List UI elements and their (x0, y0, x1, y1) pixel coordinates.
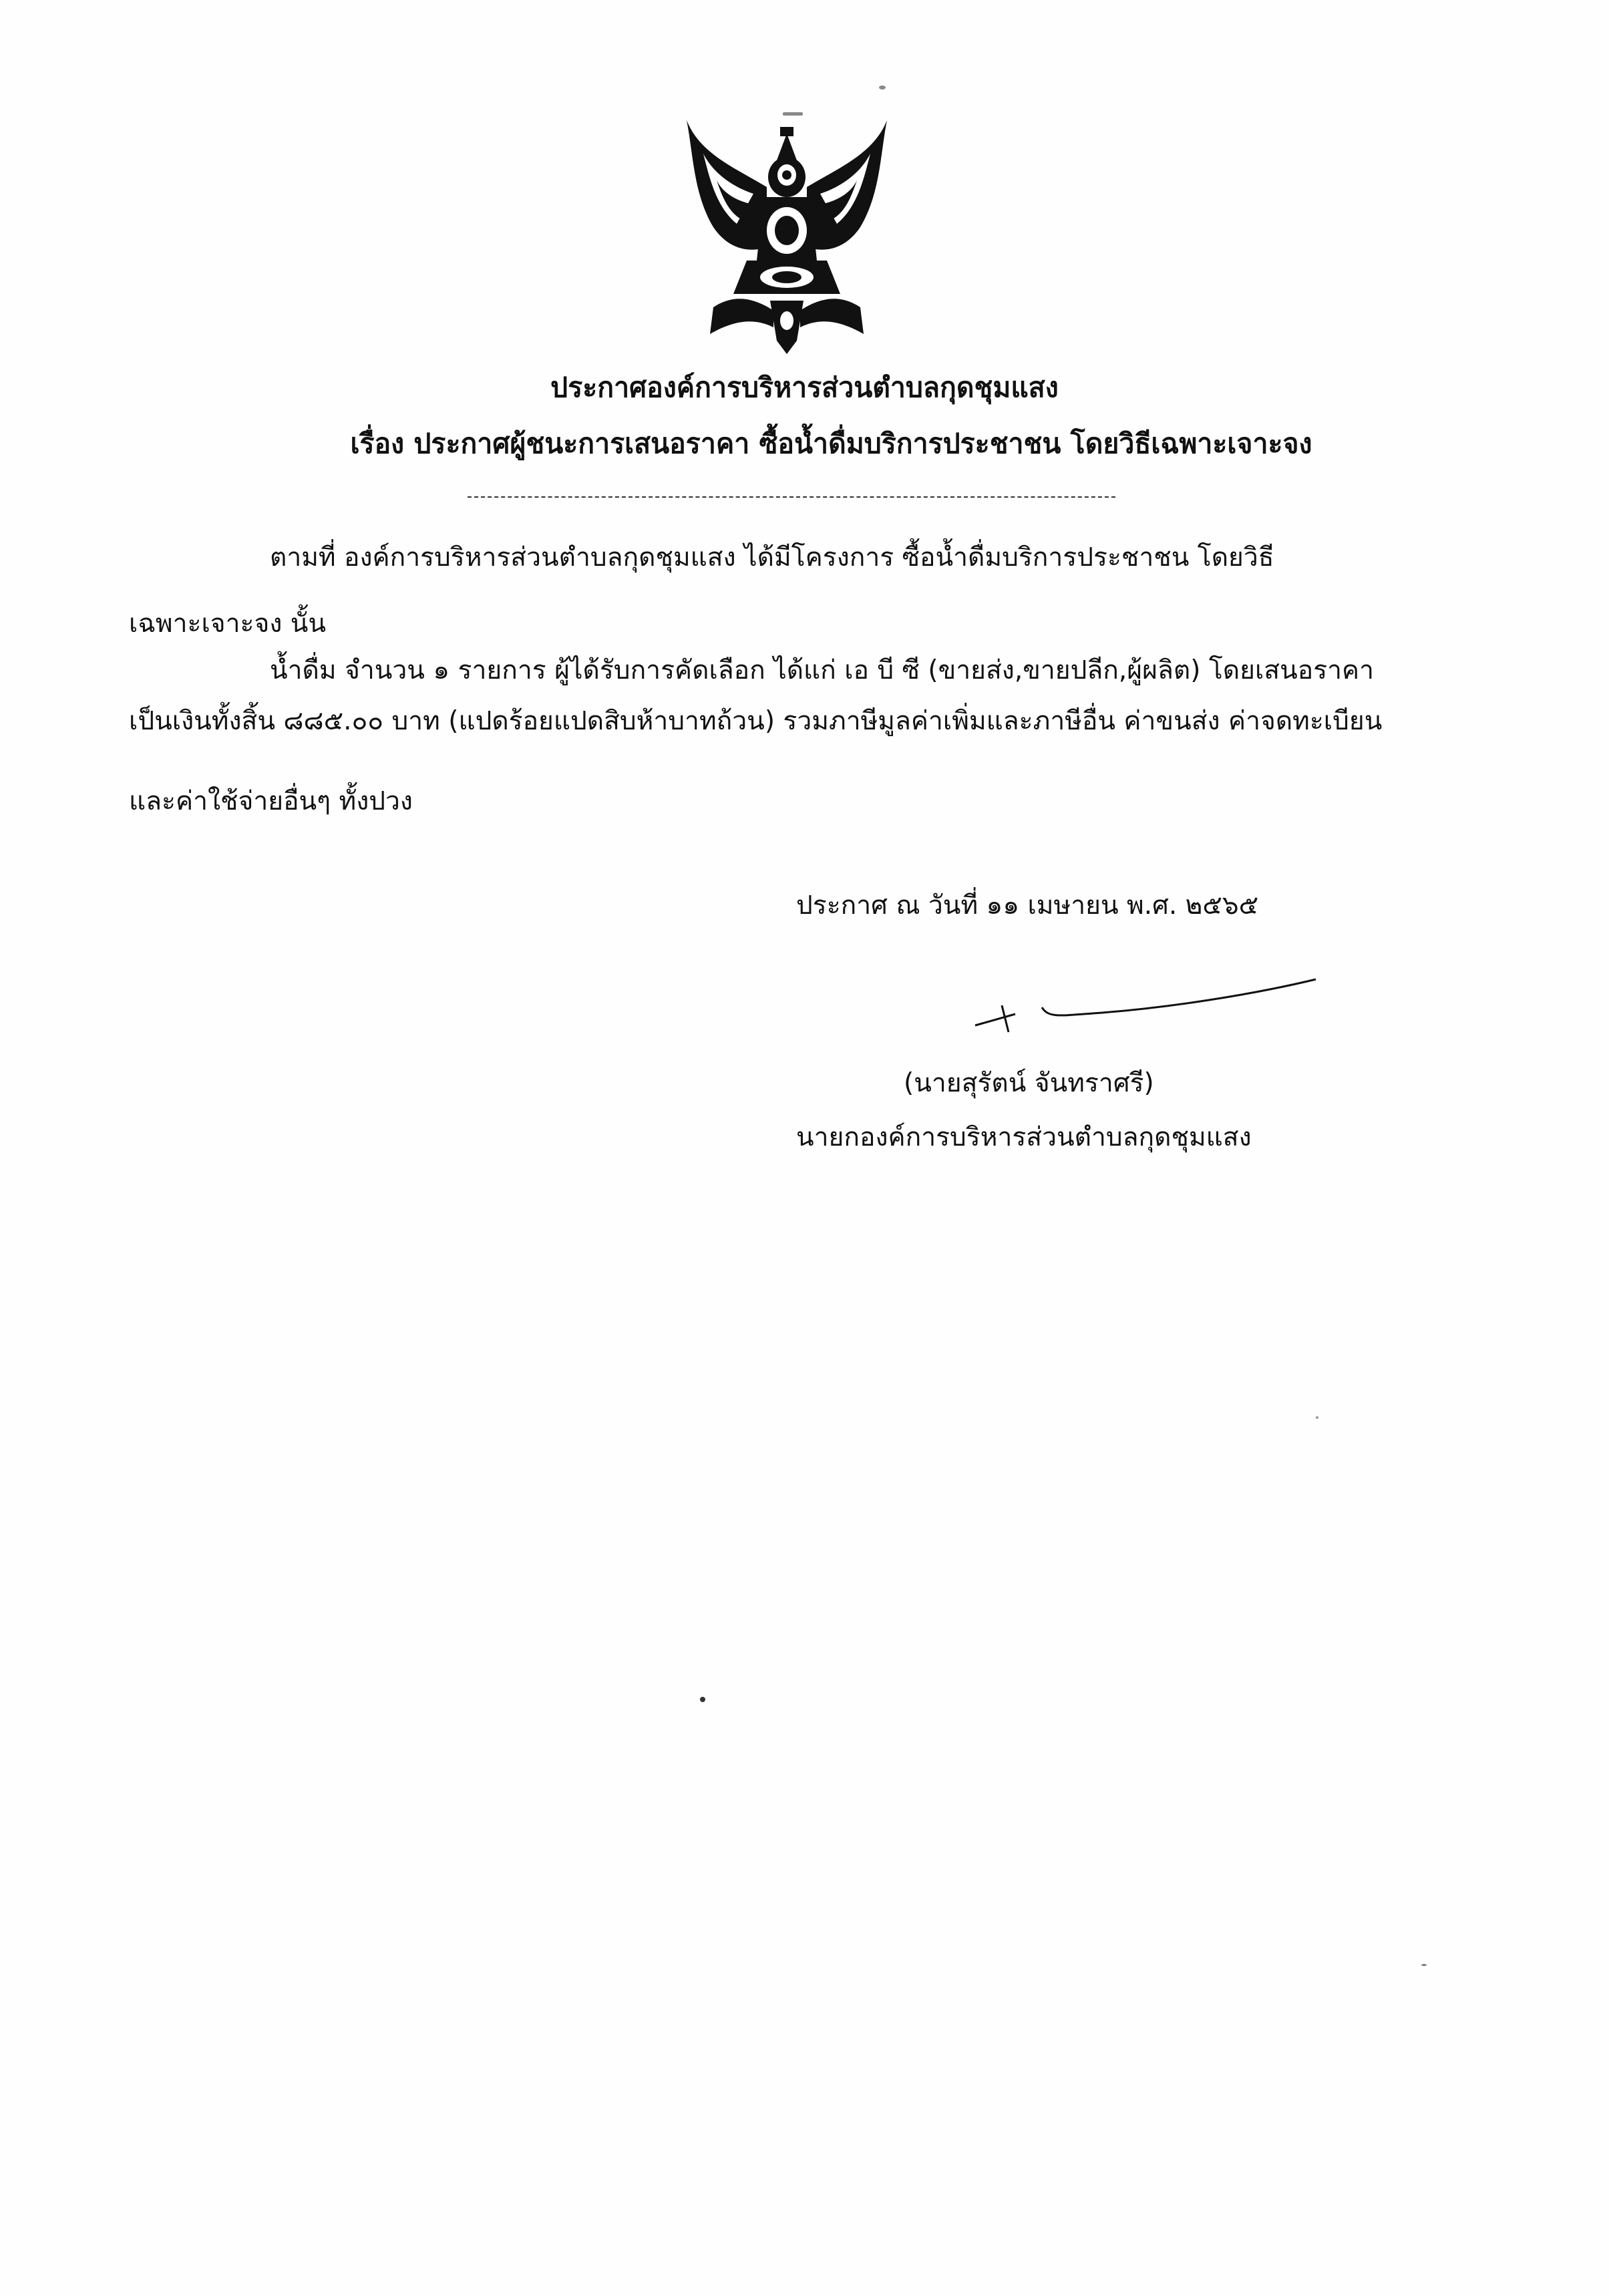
paragraph-2-line-2: เป็นเงินทั้งสิ้น ๘๘๕.๐๐ บาท (แปดร้อยแปดสิบห้าบาทถ้วน) รวมภาษีมูลค่าเพิ่มและภาษีอื่น ค่าขนส่ง ค่าจดทะเบียน (129, 706, 1383, 736)
scan-speck (700, 1697, 705, 1702)
handwritten-signature-icon (968, 962, 1329, 1049)
signatory-name: (นายสุรัตน์ จันทราศรี) (904, 1068, 1154, 1098)
scan-speck (1316, 1416, 1318, 1419)
scan-speck (783, 112, 803, 116)
scan-speck (1421, 1964, 1427, 1966)
scan-speck (879, 86, 886, 90)
garuda-emblem-icon (673, 114, 900, 361)
paragraph-1-line-1: ตามที่ องค์การบริหารส่วนตำบลกุดชุมแสง ได้มีโครงการ ซื้อน้ำดื่มบริการประชาชน โดยวิธี (270, 542, 1274, 572)
paragraph-1-line-2: เฉพาะเจาะจง นั้น (129, 609, 327, 639)
announcement-subject: เรื่อง ประกาศผู้ชนะการเสนอราคา ซื้อน้ำดื่มบริการประชาชน โดยวิธีเฉพาะเจาะจง (350, 428, 1312, 460)
paragraph-2-line-3: และค่าใช้จ่ายอื่นๆ ทั้งปวง (129, 786, 413, 816)
announcement-title: ประกาศองค์การบริหารส่วนตำบลกุดชุมแสง (550, 371, 1059, 403)
paragraph-2-line-1: น้ำดื่ม จำนวน ๑ รายการ ผู้ได้รับการคัดเลือก ได้แก่ เอ บี ซี (ขายส่ง,ขายปลีก,ผู้ผลิต) โดยเสนอราคา (270, 655, 1375, 685)
announcement-date: ประกาศ ณ วันที่ ๑๑ เมษายน พ.ศ. ๒๕๖๕ (796, 890, 1259, 921)
dashed-divider (468, 496, 1115, 498)
signatory-position: นายกองค์การบริหารส่วนตำบลกุดชุมแสง (796, 1122, 1252, 1152)
